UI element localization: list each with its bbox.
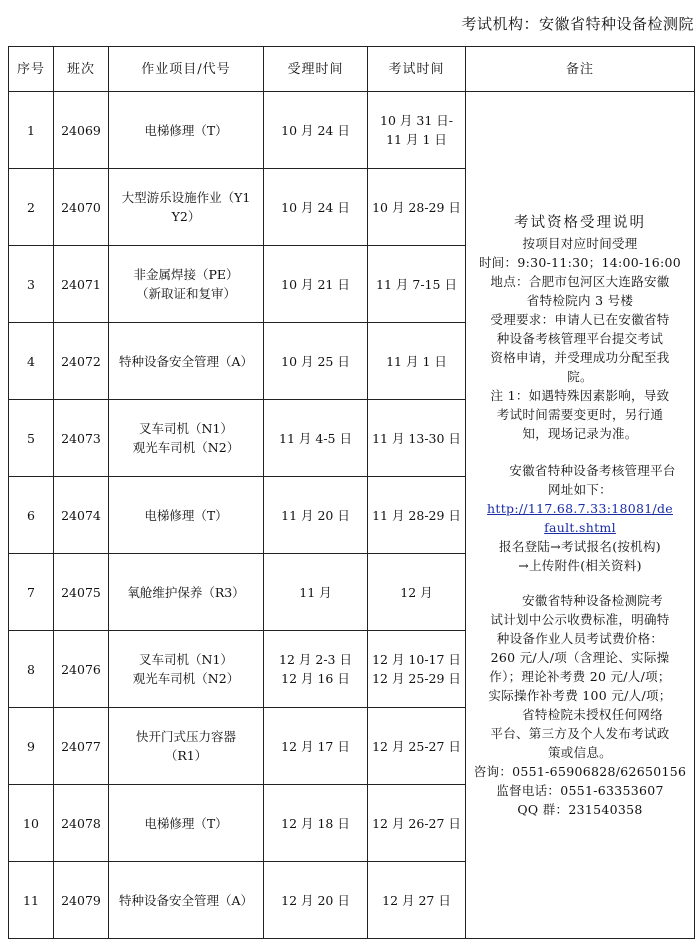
row-class-code: 24074 bbox=[54, 477, 109, 554]
cell-line: 10 月 24 日 bbox=[281, 122, 350, 138]
row-exam-time bbox=[368, 862, 466, 939]
row-exam-time bbox=[368, 631, 466, 708]
cell-line: 11 月 28-29 日 bbox=[372, 507, 461, 523]
notes-title: 考试资格受理说明 bbox=[514, 214, 646, 231]
cell-line: 12 月 bbox=[400, 584, 433, 600]
row-index: 2 bbox=[9, 169, 54, 246]
row-accept-time bbox=[264, 862, 368, 939]
row-item bbox=[109, 323, 264, 400]
row-item bbox=[109, 631, 264, 708]
row-exam-time bbox=[368, 477, 466, 554]
row-class-code: 24069 bbox=[54, 92, 109, 169]
row-class-code: 24073 bbox=[54, 400, 109, 477]
cell-line: 11 月 bbox=[299, 584, 332, 600]
cell-line: 电梯修理（T） bbox=[144, 815, 228, 831]
cell-line: 电梯修理（T） bbox=[144, 122, 228, 138]
cell-line: 11 月 4-5 日 bbox=[279, 430, 352, 446]
row-class-code: 24071 bbox=[54, 246, 109, 323]
table-row bbox=[9, 92, 695, 169]
row-item bbox=[109, 862, 264, 939]
table-header-row bbox=[9, 47, 695, 92]
cell-line: 观光车司机（N2） bbox=[132, 440, 240, 455]
exam-schedule-table bbox=[8, 46, 695, 939]
row-class-code: 24077 bbox=[54, 708, 109, 785]
notes-fees: 安徽省特种设备检测院考 试计划中公示收费标准，明确特 种设备作业人员考试费价格： 260 元/人/项（含理论、实际操 作）；理论补考费 20 元/人/项； 实际操作补考费 100 元/人/项； bbox=[488, 592, 672, 703]
row-index: 6 bbox=[9, 477, 54, 554]
cell-line: 10 月 24 日 bbox=[281, 199, 350, 215]
cell-line: 观光车司机（N2） bbox=[132, 671, 240, 686]
row-item bbox=[109, 400, 264, 477]
row-exam-time bbox=[368, 400, 466, 477]
cell-line: 叉车司机（N1） bbox=[139, 421, 233, 436]
notes-p1: 按项目对应时间受理 时间：9:30-11:30；14:00-16:00 地点：合肥市包河区大连路安徽 省特检院内 3 号楼 受理要求：申请人已在安徽省特 种设备考核管理平台提交考试 资格申请，并受理成功分配至我 院。 注 1：如遇特殊因素影响，导致 考试时间需要变更时，另行通 知，现场记录为准。 bbox=[478, 235, 682, 441]
cell-line: 12 月 25-27 日 bbox=[372, 738, 461, 754]
cell-line: 10 月 28-29 日 bbox=[372, 199, 461, 215]
cell-line: 氧舱维护保养（R3） bbox=[127, 584, 245, 600]
col-header-index: 序号 bbox=[9, 47, 54, 92]
cell-line: 12 月 25-29 日 bbox=[372, 671, 461, 686]
cell-line: 快开门式压力容器 bbox=[135, 729, 236, 744]
row-accept-time bbox=[264, 554, 368, 631]
notes-contact: 省特检院未授权任何网络 平台、第三方及个人发布考试政 策或信息。 咨询：0551-65906828/62650156 监督电话：0551-63353607 QQ 群：231540358 bbox=[473, 706, 687, 817]
col-header-item: 作业项目/代号 bbox=[109, 47, 264, 92]
cell-line: 叉车司机（N1） bbox=[139, 652, 233, 667]
row-accept-time bbox=[264, 246, 368, 323]
cell-line: 大型游乐设施作业（Y1 bbox=[121, 190, 251, 205]
row-accept-time bbox=[264, 785, 368, 862]
row-exam-time bbox=[368, 92, 466, 169]
col-header-notes: 备注 bbox=[466, 47, 695, 92]
cell-line: 12 月 20 日 bbox=[281, 892, 350, 908]
exam-institution: 考试机构：安徽省特种设备检测院 bbox=[461, 15, 694, 33]
row-index: 7 bbox=[9, 554, 54, 631]
cell-line: 12 月 27 日 bbox=[382, 892, 451, 908]
cell-line: 非金属焊接（PE） bbox=[133, 267, 239, 282]
col-header-accept-time: 受理时间 bbox=[264, 47, 368, 92]
row-index: 8 bbox=[9, 631, 54, 708]
cell-line: （新取证和复审） bbox=[135, 286, 236, 301]
cell-line: 11 月 1 日 bbox=[386, 353, 447, 369]
row-item bbox=[109, 477, 264, 554]
cell-line: 10 月 21 日 bbox=[281, 276, 350, 292]
row-accept-time bbox=[264, 400, 368, 477]
cell-line: 11 月 7-15 日 bbox=[376, 276, 457, 292]
row-item bbox=[109, 92, 264, 169]
cell-line: 12 月 26-27 日 bbox=[372, 815, 461, 831]
row-index: 10 bbox=[9, 785, 54, 862]
row-index: 4 bbox=[9, 323, 54, 400]
row-exam-time bbox=[368, 323, 466, 400]
cell-line: 11 月 1 日 bbox=[386, 132, 447, 147]
row-index: 5 bbox=[9, 400, 54, 477]
row-class-code: 24075 bbox=[54, 554, 109, 631]
cell-line: 12 月 16 日 bbox=[281, 671, 350, 686]
row-class-code: 24076 bbox=[54, 631, 109, 708]
cell-line: 12 月 18 日 bbox=[281, 815, 350, 831]
row-index: 3 bbox=[9, 246, 54, 323]
row-accept-time bbox=[264, 169, 368, 246]
row-accept-time bbox=[264, 708, 368, 785]
row-class-code: 24079 bbox=[54, 862, 109, 939]
cell-line: （R1） bbox=[164, 748, 208, 763]
platform-link[interactable]: http://117.68.7.33:18081/de fault.shtml bbox=[487, 500, 673, 535]
row-accept-time bbox=[264, 323, 368, 400]
row-item bbox=[109, 169, 264, 246]
cell-line: 11 月 13-30 日 bbox=[372, 430, 461, 446]
notes-platform: 安徽省特种设备考核管理平台 网址如下： bbox=[509, 462, 676, 497]
cell-line: Y2） bbox=[171, 209, 201, 224]
cell-line: 电梯修理（T） bbox=[144, 507, 228, 523]
cell-line: 特种设备安全管理（A） bbox=[118, 353, 254, 369]
row-exam-time bbox=[368, 554, 466, 631]
row-accept-time bbox=[264, 477, 368, 554]
cell-line: 10 月 31 日- bbox=[380, 113, 453, 128]
row-item bbox=[109, 785, 264, 862]
row-accept-time bbox=[264, 631, 368, 708]
row-accept-time bbox=[264, 92, 368, 169]
col-header-class: 班次 bbox=[54, 47, 109, 92]
row-exam-time bbox=[368, 785, 466, 862]
cell-line: 12 月 10-17 日 bbox=[372, 652, 461, 667]
notes-cell bbox=[466, 92, 695, 939]
cell-line: 12 月 17 日 bbox=[281, 738, 350, 754]
row-class-code: 24070 bbox=[54, 169, 109, 246]
row-item bbox=[109, 246, 264, 323]
notes-signup-steps: 报名登陆→考试报名(按机构) →上传附件(相关资料) bbox=[499, 538, 661, 573]
row-index: 1 bbox=[9, 92, 54, 169]
row-exam-time bbox=[368, 708, 466, 785]
col-header-exam-time: 考试时间 bbox=[368, 47, 466, 92]
cell-line: 10 月 25 日 bbox=[281, 353, 350, 369]
row-item bbox=[109, 708, 264, 785]
row-exam-time bbox=[368, 169, 466, 246]
row-index: 11 bbox=[9, 862, 54, 939]
cell-line: 11 月 20 日 bbox=[281, 507, 350, 523]
row-class-code: 24078 bbox=[54, 785, 109, 862]
row-class-code: 24072 bbox=[54, 323, 109, 400]
cell-line: 特种设备安全管理（A） bbox=[118, 892, 254, 908]
row-exam-time bbox=[368, 246, 466, 323]
row-item bbox=[109, 554, 264, 631]
row-index: 9 bbox=[9, 708, 54, 785]
cell-line: 12 月 2-3 日 bbox=[279, 652, 352, 667]
